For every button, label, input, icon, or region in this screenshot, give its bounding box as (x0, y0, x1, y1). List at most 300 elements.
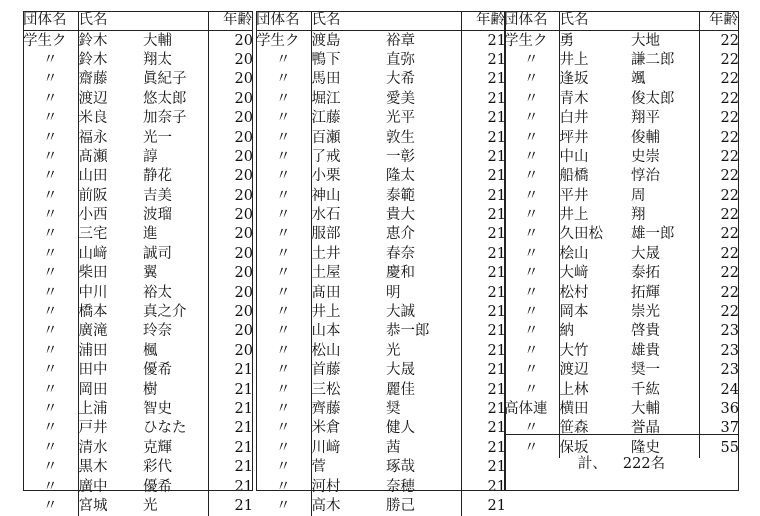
row-group: 〃 (256, 497, 311, 516)
row-age: 21 (487, 401, 506, 417)
row-group: 〃 (23, 148, 78, 167)
row-age: 21 (487, 362, 506, 379)
row-group: 〃 (23, 206, 78, 225)
row-age: 22 (720, 32, 739, 49)
row-age: 20 (234, 284, 253, 301)
row-given-name: 勝己 (386, 497, 461, 516)
row-group: 〃 (504, 283, 559, 302)
row-group: 〃 (256, 109, 311, 128)
row-group: 〃 (504, 148, 559, 167)
row-given-name: 貴大 (386, 206, 461, 225)
row-age: 21 (234, 459, 253, 476)
row-given-name: 謙二郎 (631, 51, 699, 70)
row-given-name: 隆史 (631, 439, 699, 458)
row-age: 21 (487, 497, 506, 514)
row-surname: 清水 (78, 439, 108, 456)
row-surname: 青木 (559, 90, 589, 107)
row-surname: 納 (559, 323, 574, 340)
row-given-name: 大晟 (631, 245, 699, 264)
row-age: 21 (487, 71, 506, 88)
row-given-name: 麗佳 (386, 380, 461, 399)
row-surname: 井上 (311, 304, 341, 321)
row-age: 23 (720, 342, 739, 359)
panel-frame (256, 11, 506, 491)
row-given-name: 悠太郎 (143, 90, 208, 109)
row-surname: 山田 (78, 168, 108, 185)
row-given-name: 光平 (386, 109, 461, 128)
row-given-name: 千紘 (631, 380, 699, 399)
row-age: 21 (487, 129, 506, 146)
row-age: 20 (234, 226, 253, 243)
row-surname: 鴨下 (311, 51, 341, 68)
row-age: 21 (234, 381, 253, 398)
row-age: 20 (234, 110, 253, 127)
row-surname: 堀江 (311, 90, 341, 107)
row-given-name: 真之介 (143, 303, 208, 322)
row-age: 20 (234, 32, 253, 49)
row-given-name: 翔 (631, 206, 699, 225)
total-value: 222名 (622, 456, 666, 472)
row-group: 〃 (23, 322, 78, 341)
row-surname: 小栗 (311, 168, 341, 185)
row-given-name: 奈穂 (386, 477, 461, 496)
row-surname: 久田松 (559, 226, 603, 243)
row-given-name: 楓 (143, 342, 208, 361)
row-given-name: 優希 (143, 361, 208, 380)
row-age: 22 (720, 245, 739, 262)
row-age: 21 (234, 478, 253, 495)
row-given-name: 周 (631, 187, 699, 206)
total-divider (504, 434, 739, 491)
row-age: 22 (720, 284, 739, 301)
row-age: 20 (234, 245, 253, 262)
row-surname: 宮城 (78, 497, 108, 514)
row-surname: 渡辺 (78, 90, 108, 107)
table-row (23, 497, 253, 516)
row-surname: 廣滝 (78, 323, 108, 340)
row-given-name: 直弥 (386, 51, 461, 70)
row-given-name: 俊輔 (631, 128, 699, 147)
row-surname: 大竹 (559, 342, 589, 359)
row-surname: 川﨑 (311, 439, 341, 456)
row-surname: 岡本 (559, 304, 589, 321)
row-given-name: 泰範 (386, 187, 461, 206)
row-given-name: 恭一郎 (386, 322, 461, 341)
row-age: 22 (720, 148, 739, 165)
row-given-name: 眞紀子 (143, 70, 208, 89)
row-surname: 河村 (311, 478, 341, 495)
row-surname: 横田 (559, 401, 589, 417)
row-given-name: 惇治 (631, 167, 699, 186)
row-age: 55 (720, 439, 739, 456)
row-given-name: 拓輝 (631, 283, 699, 302)
row-surname: 米倉 (311, 420, 341, 437)
row-group: 〃 (504, 380, 559, 399)
row-group: 〃 (504, 342, 559, 361)
header-age: 年齢 (461, 11, 506, 31)
row-surname: 船橋 (559, 168, 589, 185)
row-group: 〃 (256, 225, 311, 244)
row-given-name: 愛美 (386, 90, 461, 109)
row-group: 〃 (504, 70, 559, 89)
row-surname: 戸井 (78, 420, 108, 437)
row-age: 22 (720, 168, 739, 185)
row-age: 22 (720, 51, 739, 68)
row-given-name: 史崇 (631, 148, 699, 167)
row-given-name: 恵介 (386, 225, 461, 244)
header-name: 氏名 (78, 11, 143, 31)
row-group: 〃 (23, 128, 78, 147)
row-group: 〃 (504, 206, 559, 225)
row-group: 学生ク (23, 31, 78, 51)
row-age: 21 (234, 439, 253, 456)
row-group: 〃 (256, 439, 311, 458)
row-surname: 首藤 (311, 362, 341, 379)
row-given-name: 克輝 (143, 439, 208, 458)
row-group: 〃 (256, 70, 311, 89)
row-group: 〃 (23, 400, 78, 419)
row-age: 21 (487, 148, 506, 165)
row-surname: 田中 (78, 362, 108, 379)
row-given-name: 裕太 (143, 283, 208, 302)
row-group: 〃 (256, 322, 311, 341)
row-group: 〃 (256, 419, 311, 438)
row-group: 学生ク (256, 31, 311, 51)
row-given-name: 優希 (143, 477, 208, 496)
row-surname: 高木 (311, 497, 341, 514)
row-surname: 松山 (311, 342, 341, 359)
row-group: 〃 (23, 458, 78, 477)
row-given-name: 大希 (386, 70, 461, 89)
row-surname: 三松 (311, 381, 341, 398)
row-group: 〃 (504, 361, 559, 380)
row-group: 〃 (256, 342, 311, 361)
panel-frame (504, 11, 739, 491)
row-age: 22 (720, 265, 739, 282)
row-group: 高体連 (504, 400, 559, 419)
row-surname: 逢坂 (559, 71, 589, 88)
row-surname: 山本 (311, 323, 341, 340)
row-age: 21 (487, 304, 506, 321)
row-given-name: 一彰 (386, 148, 461, 167)
row-age: 21 (487, 439, 506, 456)
row-given-name: 諄 (143, 148, 208, 167)
row-given-name: 大晟 (386, 361, 461, 380)
row-age: 20 (234, 168, 253, 185)
row-surname: 鈴木 (78, 51, 108, 68)
row-surname: 菅 (311, 459, 326, 476)
row-given-name: 吉美 (143, 187, 208, 206)
header-group: 団体名 (23, 11, 78, 31)
row-age: 22 (720, 226, 739, 243)
row-given-name: 明 (386, 283, 461, 302)
row-given-name: 茜 (386, 439, 461, 458)
row-given-name: 健人 (386, 419, 461, 438)
row-age: 20 (234, 148, 253, 165)
row-age: 21 (487, 342, 506, 359)
row-group: 〃 (23, 477, 78, 496)
row-surname: 黒木 (78, 459, 108, 476)
row-surname: 山﨑 (78, 245, 108, 262)
row-age: 21 (487, 226, 506, 243)
row-surname: 百瀬 (311, 129, 341, 146)
row-surname: 福永 (78, 129, 108, 146)
row-group: 〃 (256, 264, 311, 283)
row-surname: 大﨑 (559, 265, 589, 282)
row-age: 20 (234, 187, 253, 204)
row-age: 20 (234, 265, 253, 282)
row-surname: 松村 (559, 284, 589, 301)
row-group: 〃 (256, 477, 311, 496)
row-group: 〃 (23, 51, 78, 70)
row-age: 20 (234, 342, 253, 359)
row-given-name: 大誠 (386, 303, 461, 322)
row-age: 21 (487, 323, 506, 340)
row-group: 〃 (256, 206, 311, 225)
row-age: 20 (234, 323, 253, 340)
header-group: 団体名 (504, 11, 559, 31)
row-group: 〃 (256, 283, 311, 302)
header-name: 氏名 (311, 11, 386, 31)
row-age: 21 (234, 497, 253, 514)
row-age: 21 (487, 265, 506, 282)
row-surname: 柴田 (78, 265, 108, 282)
row-given-name: 加奈子 (143, 109, 208, 128)
row-group: 〃 (23, 225, 78, 244)
row-surname: 井上 (559, 51, 589, 68)
row-age: 22 (720, 129, 739, 146)
row-group: 〃 (256, 187, 311, 206)
row-age: 22 (720, 110, 739, 127)
row-group: 〃 (504, 109, 559, 128)
row-given-name: 啓貴 (631, 322, 699, 341)
row-group: 〃 (23, 90, 78, 109)
row-group: 〃 (504, 225, 559, 244)
row-surname: 米良 (78, 110, 108, 127)
row-given-name: 彩代 (143, 458, 208, 477)
row-age: 23 (720, 362, 739, 379)
row-age: 21 (487, 207, 506, 224)
row-group: 〃 (256, 148, 311, 167)
row-group: 〃 (23, 109, 78, 128)
row-group: 〃 (23, 380, 78, 399)
row-age: 21 (234, 362, 253, 379)
row-age: 21 (234, 401, 253, 417)
row-group: 〃 (256, 303, 311, 322)
row-given-name: 翔太 (143, 51, 208, 70)
row-given-name: 智史 (143, 400, 208, 419)
total-label: 計、 (577, 456, 607, 472)
row-group: 〃 (504, 264, 559, 283)
row-group: 〃 (23, 167, 78, 186)
row-age: 20 (234, 129, 253, 146)
row-given-name: 誠司 (143, 245, 208, 264)
row-age: 21 (487, 187, 506, 204)
row-age: 24 (720, 381, 739, 398)
row-given-name: 玲奈 (143, 322, 208, 341)
row-surname: 笹森 (559, 420, 589, 437)
row-given-name: 琢哉 (386, 458, 461, 477)
row-age: 36 (720, 401, 739, 417)
row-given-name: 波瑠 (143, 206, 208, 225)
row-surname: 小西 (78, 207, 108, 224)
row-age: 21 (487, 245, 506, 262)
row-surname: 中山 (559, 148, 589, 165)
row-group: 〃 (256, 90, 311, 109)
row-given-name: 俊太郎 (631, 90, 699, 109)
header-name: 氏名 (559, 11, 631, 31)
row-age: 21 (487, 478, 506, 495)
row-given-name: 泰拓 (631, 264, 699, 283)
row-group: 〃 (504, 90, 559, 109)
row-group: 〃 (256, 380, 311, 399)
row-surname: 廣中 (78, 478, 108, 495)
row-group: 〃 (504, 187, 559, 206)
row-surname: 髙田 (311, 284, 341, 301)
table-row (256, 497, 506, 516)
row-age: 23 (720, 323, 739, 340)
row-surname: 土井 (311, 245, 341, 262)
row-group: 〃 (23, 245, 78, 264)
row-surname: 橋本 (78, 304, 108, 321)
row-given-name: 奨一 (631, 361, 699, 380)
row-surname: 水石 (311, 207, 341, 224)
row-group: 〃 (256, 361, 311, 380)
row-given-name: 翔平 (631, 109, 699, 128)
row-age: 21 (234, 420, 253, 437)
row-surname: 神山 (311, 187, 341, 204)
row-surname: 了戒 (311, 148, 341, 165)
row-given-name: 隆太 (386, 167, 461, 186)
row-surname: 平井 (559, 187, 589, 204)
row-group: 〃 (23, 361, 78, 380)
row-given-name: 樹 (143, 380, 208, 399)
row-given-name: 光 (386, 342, 461, 361)
row-given-name: 光 (143, 497, 208, 516)
row-group: 〃 (23, 283, 78, 302)
row-group: 〃 (504, 51, 559, 70)
row-age: 20 (234, 207, 253, 224)
row-given-name: 大地 (631, 31, 699, 51)
row-surname: 井上 (559, 207, 589, 224)
row-surname: 齋藤 (78, 71, 108, 88)
row-given-name: 雄一郎 (631, 225, 699, 244)
row-age: 37 (720, 420, 739, 437)
row-given-name: 翼 (143, 264, 208, 283)
row-group: 〃 (504, 439, 559, 458)
row-given-name: 大輔 (631, 400, 699, 419)
row-surname: 坪井 (559, 129, 589, 146)
row-surname: 中川 (78, 284, 108, 301)
row-given-name: 颯 (631, 70, 699, 89)
row-given-name: 静花 (143, 167, 208, 186)
row-given-name: 雄貴 (631, 342, 699, 361)
row-surname: 保坂 (559, 439, 589, 456)
row-group: 〃 (256, 128, 311, 147)
row-surname: 渡辺 (559, 362, 589, 379)
row-age: 20 (234, 304, 253, 321)
row-surname: 渡島 (311, 32, 341, 49)
row-age: 21 (487, 32, 506, 49)
row-group: 〃 (504, 167, 559, 186)
row-group: 〃 (23, 303, 78, 322)
row-surname: 上浦 (78, 401, 108, 417)
row-given-name: 慶和 (386, 264, 461, 283)
row-given-name: 裕章 (386, 31, 461, 51)
row-surname: 勇 (559, 32, 574, 49)
row-group: 〃 (504, 419, 559, 438)
row-age: 21 (487, 381, 506, 398)
panel-frame (23, 11, 253, 491)
row-age: 21 (487, 168, 506, 185)
row-group: 〃 (256, 51, 311, 70)
row-age: 22 (720, 207, 739, 224)
row-surname: 髙瀬 (78, 148, 108, 165)
row-age: 20 (234, 51, 253, 68)
row-group: 〃 (23, 187, 78, 206)
row-surname: 土屋 (311, 265, 341, 282)
row-group: 〃 (504, 303, 559, 322)
row-group: 〃 (23, 439, 78, 458)
row-given-name: 進 (143, 225, 208, 244)
row-group: 〃 (256, 245, 311, 264)
row-surname: 馬田 (311, 71, 341, 88)
row-given-name: 奨 (386, 400, 461, 419)
row-group: 〃 (23, 419, 78, 438)
row-surname: 三宅 (78, 226, 108, 243)
row-given-name: 敦生 (386, 128, 461, 147)
row-age: 22 (720, 187, 739, 204)
row-given-name: ひなた (143, 419, 208, 438)
row-group: 〃 (256, 167, 311, 186)
row-given-name: 崇光 (631, 303, 699, 322)
row-given-name: 春奈 (386, 245, 461, 264)
row-age: 20 (234, 90, 253, 107)
row-age: 21 (487, 90, 506, 107)
row-given-name: 光一 (143, 128, 208, 147)
row-age: 22 (720, 71, 739, 88)
row-age: 21 (487, 110, 506, 127)
row-age: 21 (487, 420, 506, 437)
row-group: 〃 (256, 458, 311, 477)
row-group: 〃 (256, 400, 311, 419)
header-age: 年齢 (699, 11, 739, 31)
row-given-name: 大輔 (143, 31, 208, 51)
row-surname: 岡田 (78, 381, 108, 398)
row-surname: 浦田 (78, 342, 108, 359)
row-group: 〃 (23, 70, 78, 89)
header-group: 団体名 (256, 11, 311, 31)
row-surname: 江藤 (311, 110, 341, 127)
row-age: 21 (487, 459, 506, 476)
row-age: 21 (487, 51, 506, 68)
row-age: 22 (720, 90, 739, 107)
row-group: 〃 (23, 342, 78, 361)
row-surname: 上林 (559, 381, 589, 398)
row-group: 〃 (23, 264, 78, 283)
row-surname: 桧山 (559, 245, 589, 262)
row-surname: 齊藤 (311, 401, 341, 417)
row-group: 学生ク (504, 31, 559, 51)
row-group: 〃 (504, 322, 559, 341)
row-surname: 前阪 (78, 187, 108, 204)
row-group: 〃 (23, 497, 78, 516)
row-given-name: 誉晶 (631, 419, 699, 438)
header-age: 年齢 (208, 11, 253, 31)
row-group: 〃 (504, 245, 559, 264)
row-group: 〃 (504, 128, 559, 147)
row-surname: 服部 (311, 226, 341, 243)
